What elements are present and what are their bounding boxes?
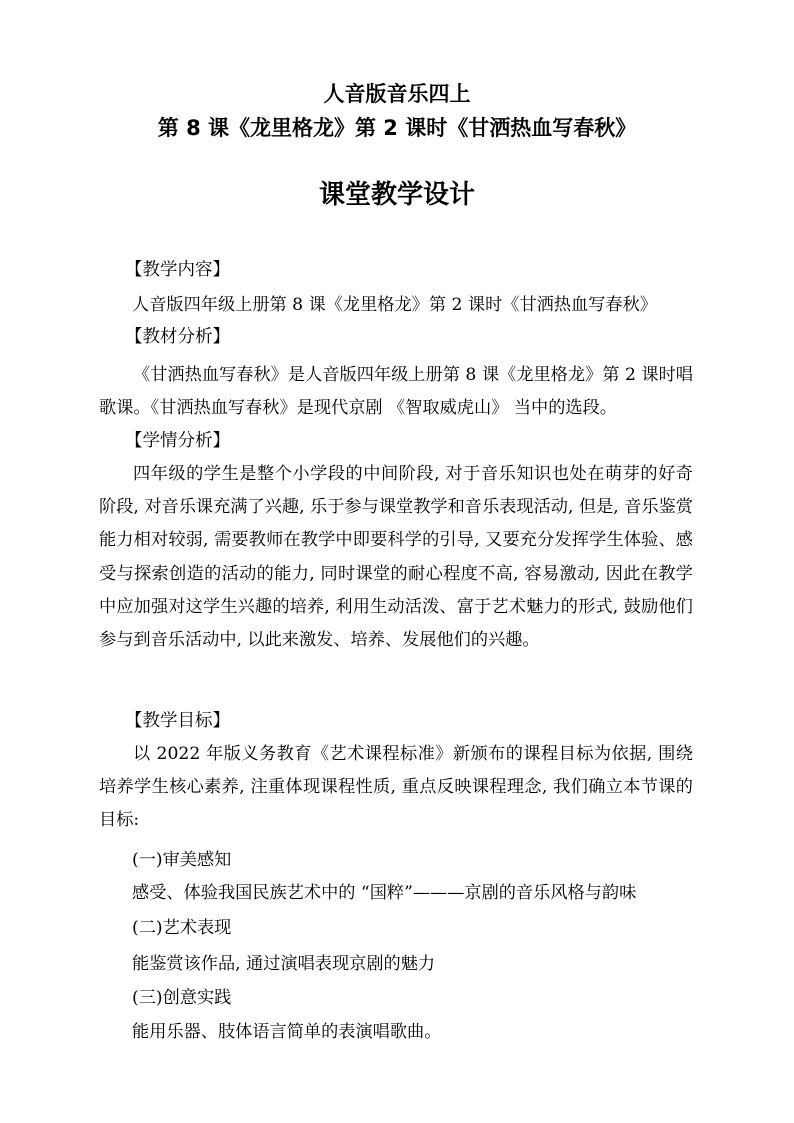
goal-2-label: (二)艺术表现 — [132, 918, 232, 938]
goals-text: 以 2022 年版义务教育《艺术课程标准》新颁布的课程目标为依据, 围绕培养学生核心素养, 注重体现课程性质, 重点反映课程理念, 我们确立本节课的目标: — [99, 744, 693, 831]
goal-3-label: (三)创意实践 — [132, 988, 232, 1008]
doc-title-edition: 人音版音乐四上 — [323, 82, 471, 106]
doc-title-lesson: 第 8 课《龙里格龙》第 2 课时《甘洒热血写春秋》 — [157, 116, 637, 140]
section-heading-learner: 【学情分析】 — [125, 431, 230, 451]
section-heading-content: 【教学内容】 — [125, 260, 230, 280]
goal-1-text: 感受、体验我国民族艺术中的 “国粹”———京剧的音乐风格与韵味 — [132, 883, 637, 903]
learner-text: 四年级的学生是整个小学段的中间阶段, 对于音乐知识也处在萌芽的好奇阶段, 对音乐课充满了兴趣, 乐于参与课堂教学和音乐表现活动, 但是, 音乐鉴赏能力相对较弱, 需要教师在教学中即要科学的引导, 又要充分发挥学生体验、感受与探索创造的活动的能力, 同时课堂的耐心程度不高, 容易激动, 因此在教学中应加强对这学生兴趣的培养, 利用生动活泼、富于艺术魅力的形式, 鼓励他们参与到音乐活动中, 以此来激发、培养、发展他们的兴趣。 — [99, 464, 693, 651]
goal-3-text: 能用乐器、肢体语言简单的表演唱歌曲。 — [132, 1022, 442, 1042]
material-text: 《甘洒热血写春秋》是人音版四年级上册第 8 课《龙里格龙》第 2 课时唱歌课。《甘洒热血写春秋》是现代京剧 《智取威虎山》 当中的选段。 — [99, 365, 693, 419]
section-heading-material: 【教材分析】 — [125, 327, 230, 347]
goal-1-label: (一)审美感知 — [132, 850, 232, 870]
goal-2-text: 能鉴赏该作品, 通过演唱表现京剧的魅力 — [132, 954, 436, 974]
section-heading-goals: 【教学目标】 — [125, 711, 230, 731]
doc-title-design: 课堂教学设计 — [318, 180, 475, 210]
content-text: 人音版四年级上册第 8 课《龙里格龙》第 2 课时《甘洒热血写春秋》 — [132, 295, 657, 315]
